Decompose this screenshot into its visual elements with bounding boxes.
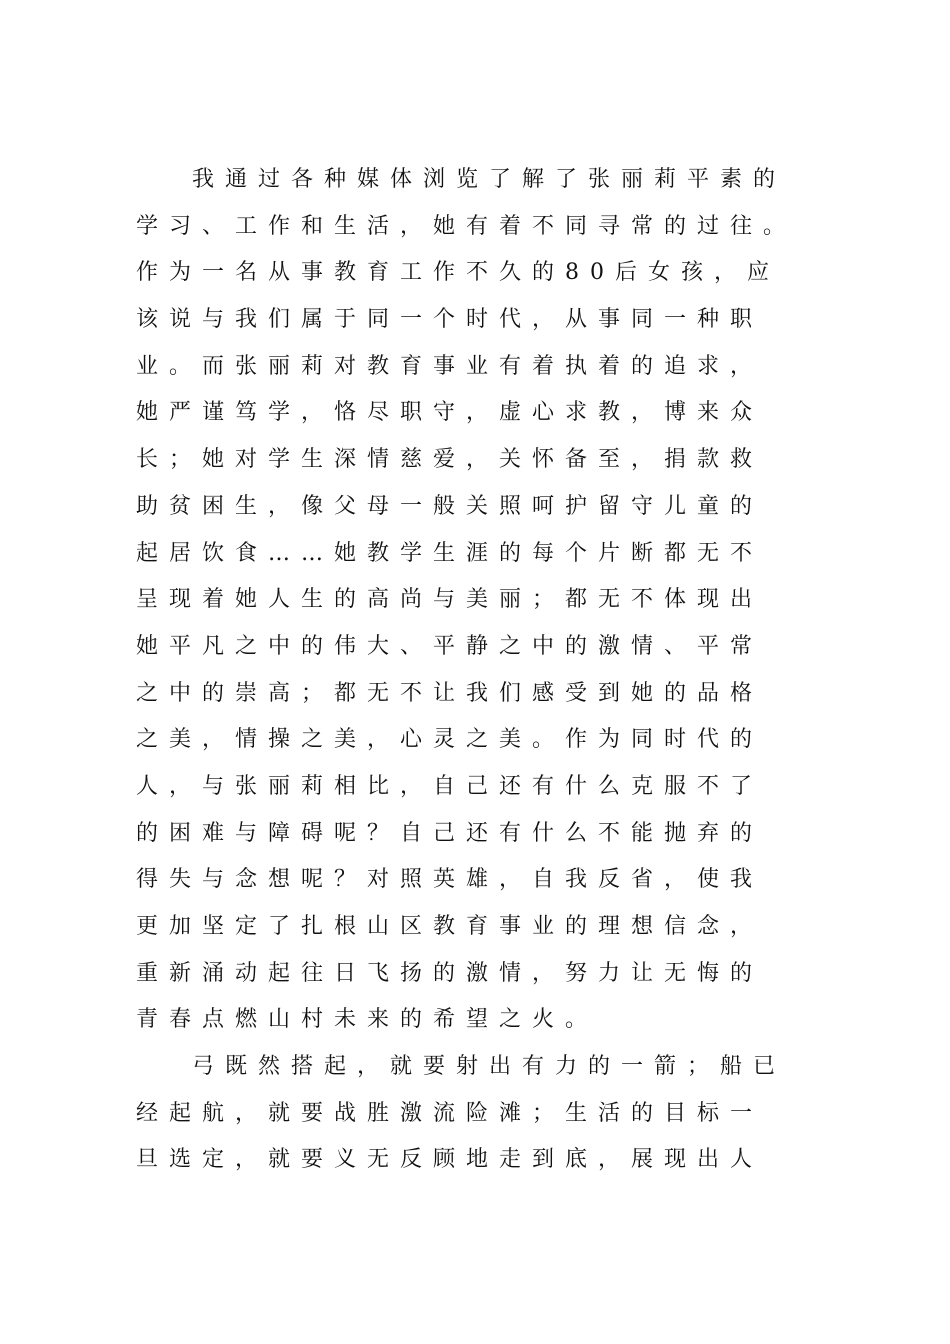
text-line: 起居饮食……她教学生涯的每个片断都无不 <box>136 540 764 566</box>
text-line: 重新涌动起往日飞扬的激情，努力让无悔的 <box>136 960 764 986</box>
paragraph-1 <box>136 157 836 1044</box>
body-text <box>136 157 836 1184</box>
text-line: 我通过各种媒体浏览了解了张丽莉平素的 <box>192 167 787 192</box>
text-line: 长；她对学生深情慈爱，关怀备至，捐款救 <box>136 447 764 473</box>
text-line: 学习、工作和生活，她有着不同寻常的过往。 <box>136 213 797 239</box>
text-line: 该说与我们属于同一个时代，从事同一种职 <box>136 307 764 333</box>
text-line: 她平凡之中的伟大、平静之中的激情、平常 <box>136 633 764 659</box>
text-line: 青春点燃山村未来的希望之火。 <box>136 1007 599 1033</box>
text-line: 旦选定，就要义无反顾地走到底，展现出人 <box>136 1147 764 1173</box>
text-line: 更加坚定了扎根山区教育事业的理想信念， <box>136 914 764 939</box>
text-line: 之美，情操之美，心灵之美。作为同时代的 <box>136 727 764 753</box>
text-line: 她严谨笃学，恪尽职守，虚心求教，博来众 <box>136 400 764 426</box>
text-line: 助贫困生，像父母一般关照呵护留守儿童的 <box>136 493 764 519</box>
text-line: 的困难与障碍呢？自己还有什么不能抛弃的 <box>136 820 764 846</box>
text-line: 之中的崇高；都无不让我们感受到她的品格 <box>136 680 764 706</box>
text-line: 人，与张丽莉相比，自己还有什么克服不了 <box>136 773 764 799</box>
text-line: 弓既然搭起，就要射出有力的一箭；船已 <box>192 1054 787 1080</box>
text-line: 作为一名从事教育工作不久的80后女孩，应 <box>136 260 780 286</box>
paragraph-2 <box>136 1044 836 1184</box>
text-line: 呈现着她人生的高尚与美丽；都无不体现出 <box>136 587 764 613</box>
text-line: 得失与念想呢？对照英雄，自我反省，使我 <box>136 867 764 893</box>
text-line: 业。而张丽莉对教育事业有着执着的追求， <box>136 353 764 379</box>
text-line: 经起航，就要战胜激流险滩；生活的目标一 <box>136 1100 764 1126</box>
